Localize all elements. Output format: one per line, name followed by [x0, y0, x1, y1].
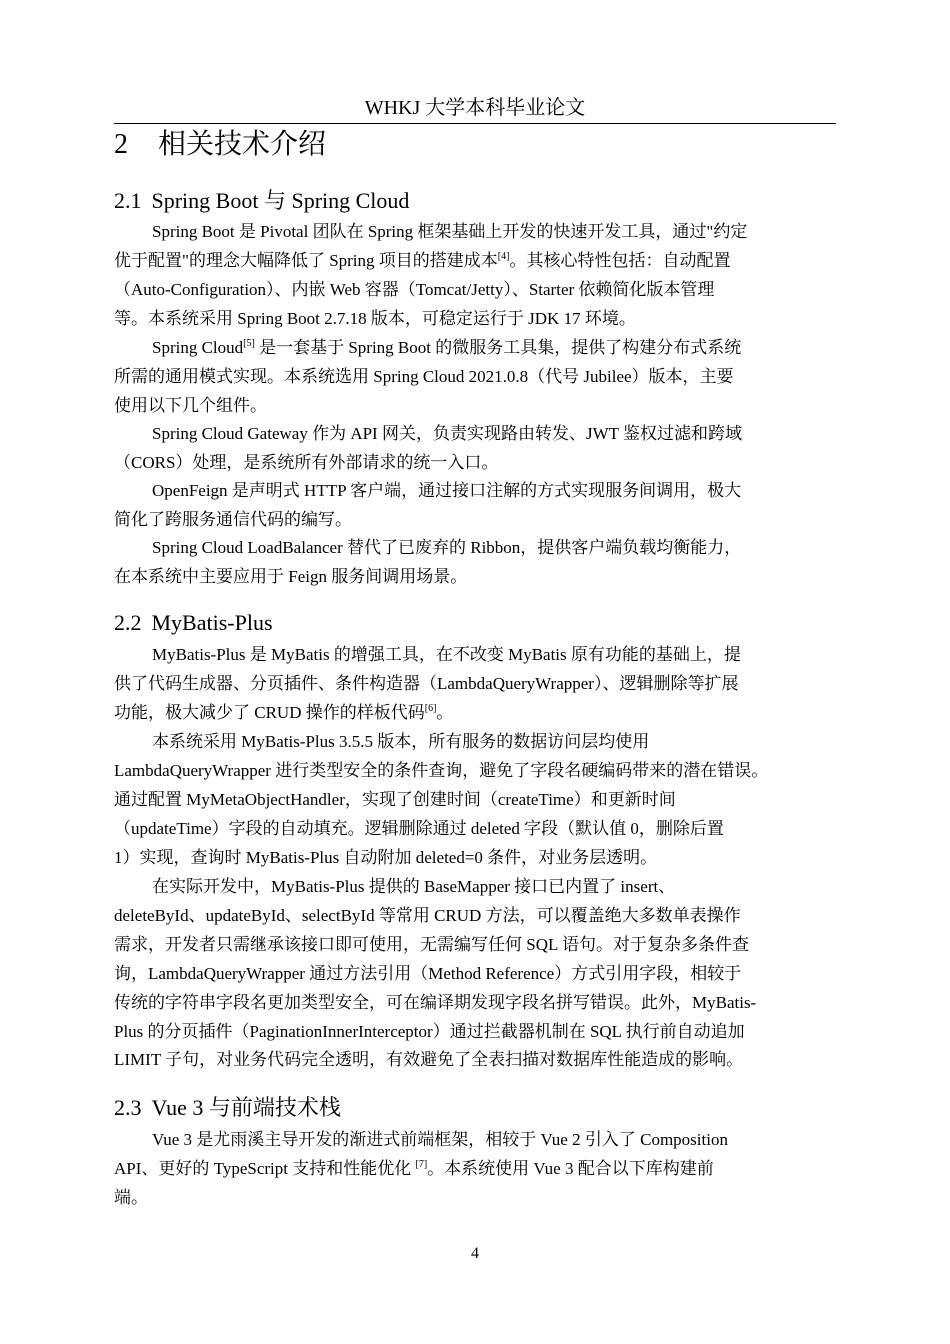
header-rule — [114, 123, 836, 124]
paragraph-line: MyBatis-Plus 是 MyBatis 的增强工具，在不改变 MyBatis 原有功能的基础上，提 — [152, 645, 741, 664]
paragraph-line: 功能，极大减少了 CRUD 操作的样板代码[6]。 — [114, 702, 454, 722]
section-heading-2-1 — [114, 186, 409, 216]
paragraph-line: 等。本系统采用 Spring Boot 2.7.18 版本，可稳定运行于 JDK 17 环境。 — [114, 308, 636, 328]
paragraph-line: 端。 — [114, 1187, 148, 1207]
paragraph-line: 优于配置"的理念大幅降低了 Spring 项目的搭建成本[4]。其核心特性包括：自动配置 — [114, 250, 731, 270]
section-title: MyBatis-Plus — [151, 610, 273, 635]
section-number: 2.1 — [114, 188, 142, 213]
paragraph-line: 1）实现，查询时 MyBatis-Plus 自动附加 deleted=0 条件，对业务层透明。 — [114, 847, 658, 867]
paragraph-line: 供了代码生成器、分页插件、条件构造器（LambdaQueryWrapper）、逻辑删除等扩展 — [114, 673, 739, 693]
section-heading-2-2 — [114, 608, 273, 638]
paragraph-line: Plus 的分页插件（PaginationInnerInterceptor）通过拦截器机制在 SQL 执行前自动追加 — [114, 1021, 745, 1041]
section-number: 2.3 — [114, 1095, 142, 1120]
chapter-title: 相关技术介绍 — [158, 127, 327, 160]
paragraph-line: LambdaQueryWrapper 进行类型安全的条件查询，避免了字段名硬编码带来的潜在错误。 — [114, 760, 769, 780]
paragraph-openfeign — [114, 477, 836, 535]
chapter-heading — [114, 126, 326, 163]
paragraph-vue3 — [114, 1126, 836, 1213]
section-heading-2-3 — [114, 1093, 341, 1123]
paragraph-line: 简化了跨服务通信代码的编写。 — [114, 509, 352, 529]
page-number: 4 — [471, 1245, 479, 1262]
paragraph-line: OpenFeign 是声明式 HTTP 客户端，通过接口注解的方式实现服务间调用，极大 — [152, 481, 742, 500]
paragraph-line: 在实际开发中，MyBatis-Plus 提供的 BaseMapper 接口已内置了 insert、 — [152, 877, 676, 896]
paragraph-mybatis-plus-practice — [114, 873, 836, 1075]
paragraph-line: （updateTime）字段的自动填充。逻辑删除通过 deleted 字段（默认值 0，删除后置 — [114, 818, 724, 838]
section-number: 2.2 — [114, 610, 142, 635]
paragraph-line: 传统的字符串字段名更加类型安全，可在编译期发现字段名拼写错误。此外，MyBatis- — [114, 992, 757, 1012]
chapter-number: 2 — [114, 129, 128, 160]
paragraph-line: API、更好的 TypeScript 支持和性能优化 [7]。本系统使用 Vue 3 配合以下库构建前 — [114, 1158, 714, 1178]
paragraph-line: 在本系统中主要应用于 Feign 服务间调用场景。 — [114, 566, 468, 586]
citation-ref: [7] — [415, 1158, 428, 1170]
paragraph-spring-cloud — [114, 334, 836, 421]
paragraph-spring-boot — [114, 218, 836, 334]
paragraph-loadbalancer — [114, 534, 836, 592]
paragraph-line: 通过配置 MyMetaObjectHandler，实现了创建时间（createTime）和更新时间 — [114, 789, 676, 809]
citation-ref: [5] — [243, 338, 255, 349]
paragraph-mybatis-plus-intro — [114, 641, 836, 728]
section-title: Vue 3 与前端技术栈 — [151, 1095, 341, 1120]
paragraph-line: Spring Boot 是 Pivotal 团队在 Spring 框架基础上开发的快速开发工具，通过"约定 — [152, 222, 748, 241]
citation-ref: [6] — [424, 702, 437, 714]
paragraph-line: 使用以下几个组件。 — [114, 395, 267, 415]
paragraph-line: Spring Cloud[5] 是一套基于 Spring Boot 的微服务工具集，提供了构建分布式系统 — [152, 338, 742, 357]
paragraph-line: Vue 3 是尤雨溪主导开发的渐进式前端框架，相较于 Vue 2 引入了 Composition — [152, 1130, 728, 1149]
paragraph-line: 询，LambdaQueryWrapper 通过方法引用（Method Reference）方式引用字段，相较于 — [114, 963, 742, 983]
paragraph-line: 本系统采用 MyBatis-Plus 3.5.5 版本，所有服务的数据访问层均使用 — [152, 732, 650, 751]
paragraph-mybatis-plus-usage — [114, 728, 836, 873]
paragraph-line: 所需的通用模式实现。本系统选用 Spring Cloud 2021.0.8（代号 Jubilee）版本，主要 — [114, 366, 734, 386]
section-title: Spring Boot 与 Spring Cloud — [151, 188, 410, 213]
paragraph-line: LIMIT 子句，对业务代码完全透明，有效避免了全表扫描对数据库性能造成的影响。 — [114, 1050, 744, 1070]
paragraph-gateway — [114, 420, 836, 478]
citation-ref: [4] — [497, 250, 510, 262]
paragraph-line: （Auto-Configuration）、内嵌 Web 容器（Tomcat/Jetty）、Starter 依赖简化版本管理 — [114, 279, 715, 299]
page-header: WHKJ 大学本科毕业论文 — [364, 97, 586, 119]
paragraph-line: （CORS）处理，是系统所有外部请求的统一入口。 — [114, 452, 499, 472]
paragraph-line: 需求，开发者只需继承该接口即可使用，无需编写任何 SQL 语句。对于复杂多条件查 — [114, 934, 749, 954]
paragraph-line: deleteById、updateById、selectById 等常用 CRUD 方法，可以覆盖绝大多数单表操作 — [114, 905, 741, 925]
paragraph-line: Spring Cloud Gateway 作为 API 网关，负责实现路由转发、JWT 鉴权过滤和跨域 — [152, 424, 742, 443]
paragraph-line: Spring Cloud LoadBalancer 替代了已废弃的 Ribbon，提供客户端负载均衡能力， — [152, 538, 742, 557]
